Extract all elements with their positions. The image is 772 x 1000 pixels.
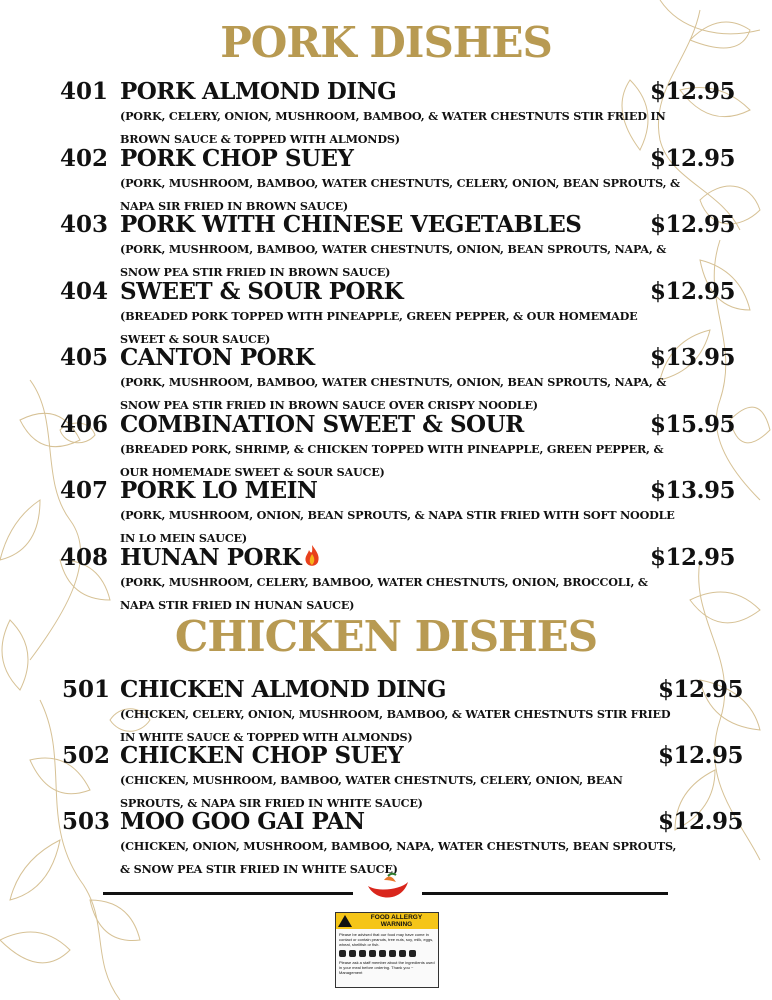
item-description: (PORK, MUSHROOM, BAMBOO, WATER CHESTNUTS, CELERY, ONION, BEAN SPROUTS, & NAPA SIR FRIED IN BROWN SAUCE) bbox=[120, 175, 680, 213]
item-number: 405 bbox=[60, 344, 109, 371]
item-name-text: CHICKEN ALMOND DING bbox=[120, 676, 447, 703]
warning-triangle-icon bbox=[338, 915, 352, 927]
divider-right bbox=[422, 892, 668, 895]
item-name bbox=[120, 676, 446, 703]
item-name-text: PORK LO MEIN bbox=[120, 477, 318, 504]
soy-icon bbox=[359, 950, 366, 957]
item-description: (CHICKEN, MUSHROOM, BAMBOO, WATER CHESTNUTS, CELERY, ONION, BEAN SPROUTS, & NAPA SIR FRIED IN WHITE SAUCE) bbox=[120, 773, 623, 810]
item-price: $12.95 bbox=[650, 543, 736, 571]
item-description: (PORK, MUSHROOM, ONION, BEAN SPROUTS, & NAPA STIR FRIED WITH SOFT NOODLE IN LO MEIN SAUCE) bbox=[120, 508, 675, 545]
item-number: 502 bbox=[62, 742, 111, 769]
spicy-flame-icon bbox=[303, 544, 321, 568]
item-name bbox=[120, 477, 317, 504]
item-name-text: COMBINATION SWEET & SOUR bbox=[120, 410, 524, 438]
item-price: $12.95 bbox=[658, 808, 744, 835]
item-price: $13.95 bbox=[650, 344, 736, 371]
item-number: 403 bbox=[60, 211, 109, 238]
item-description: (PORK, MUSHROOM, BAMBOO, WATER CHESTNUTS, ONION, BEAN SPROUTS, NAPA, & SNOW PEA STIR FRIED IN BROWN SAUCE) bbox=[120, 242, 667, 279]
item-name bbox=[120, 211, 581, 238]
item-number: 402 bbox=[60, 144, 109, 172]
item-price: $13.95 bbox=[650, 477, 736, 504]
item-name-text: SWEET & SOUR PORK bbox=[120, 277, 404, 305]
item-name-text: PORK WITH CHINESE VEGETABLES bbox=[120, 211, 582, 238]
item-name bbox=[120, 411, 524, 438]
milk-icon bbox=[369, 950, 376, 957]
allergy-notice: Please be advised that our food may have come in contact or contain peanuts, tree nuts, soy, milk, eggs, wheat, shellfish or fish. bbox=[339, 932, 434, 947]
item-number: 408 bbox=[60, 543, 109, 571]
item-name bbox=[120, 278, 403, 305]
item-price: $12.95 bbox=[650, 277, 736, 305]
item-name-text: PORK ALMOND DING bbox=[120, 78, 397, 105]
food-allergy-warning bbox=[335, 912, 439, 988]
peanut-icon bbox=[339, 950, 346, 957]
allergy-heading: FOOD ALLERGY WARNING bbox=[370, 914, 423, 928]
item-name-text: CHICKEN CHOP SUEY bbox=[120, 742, 404, 769]
item-price: $12.95 bbox=[650, 78, 736, 105]
item-name-text: PORK CHOP SUEY bbox=[120, 144, 354, 172]
item-name bbox=[120, 145, 353, 172]
item-price: $12.95 bbox=[650, 144, 736, 172]
item-number: 503 bbox=[62, 808, 111, 835]
item-number: 406 bbox=[60, 410, 109, 438]
item-number: 501 bbox=[62, 676, 111, 703]
shellfish-icon bbox=[399, 950, 406, 957]
allergy-note: Please ask a staff member about the ingredients used in your meal before ordering. Thank you ~ Management bbox=[339, 960, 435, 975]
chili-pepper-icon bbox=[362, 872, 412, 906]
item-number: 407 bbox=[60, 477, 109, 504]
item-price: $12.95 bbox=[658, 676, 744, 703]
item-number: 401 bbox=[60, 78, 109, 105]
item-description: (PORK, CELERY, ONION, MUSHROOM, BAMBOO, & WATER CHESTNUTS STIR FRIED IN BROWN SAUCE & TOPPED WITH ALMONDS) bbox=[120, 109, 666, 146]
item-name bbox=[120, 344, 314, 371]
tree-nut-icon bbox=[349, 950, 356, 957]
item-name bbox=[120, 78, 396, 105]
item-description: (BREADED PORK TOPPED WITH PINEAPPLE, GREEN PEPPER, & OUR HOMEMADE SWEET & SOUR SAUCE) bbox=[120, 308, 638, 346]
item-description: (PORK, MUSHROOM, CELERY, BAMBOO, WATER CHESTNUTS, ONION, BROCCOLI, & NAPA STIR FRIED IN HUNAN SAUCE) bbox=[120, 574, 648, 612]
item-number: 404 bbox=[60, 277, 109, 305]
item-description: (CHICKEN, ONION, MUSHROOM, BAMBOO, NAPA, WATER CHESTNUTS, BEAN SPROUTS, & SNOW PEA STIR FRIED IN WHITE SAUCE) bbox=[120, 839, 677, 876]
item-price: $12.95 bbox=[650, 211, 736, 238]
item-price: $12.95 bbox=[658, 742, 744, 769]
fish-icon bbox=[409, 950, 416, 957]
item-description: (CHICKEN, CELERY, ONION, MUSHROOM, BAMBOO, & WATER CHESTNUTS STIR FRIED IN WHITE SAUCE & TOPPED WITH ALMONDS) bbox=[120, 707, 671, 744]
egg-icon bbox=[379, 950, 386, 957]
item-name bbox=[120, 742, 403, 769]
item-name-text: CANTON PORK bbox=[120, 344, 315, 371]
item-name-text: HUNAN PORK bbox=[120, 543, 302, 571]
pork-section-title: PORK DISHES bbox=[220, 18, 552, 67]
item-name bbox=[120, 544, 321, 571]
chicken-section-title: CHICKEN DISHES bbox=[174, 612, 598, 661]
allergen-icons bbox=[336, 950, 438, 957]
item-name bbox=[120, 808, 365, 835]
divider-left bbox=[103, 892, 353, 895]
item-name-text: MOO GOO GAI PAN bbox=[120, 808, 365, 835]
item-description: (BREADED PORK, SHRIMP, & CHICKEN TOPPED WITH PINEAPPLE, GREEN PEPPER, & OUR HOMEMADE SWEET & SOUR SAUCE) bbox=[120, 441, 664, 479]
wheat-icon bbox=[389, 950, 396, 957]
item-price: $15.95 bbox=[650, 410, 736, 438]
item-description: (PORK, MUSHROOM, BAMBOO, WATER CHESTNUTS, ONION, BEAN SPROUTS, NAPA, & SNOW PEA STIR FRIED IN BROWN SAUCE OVER CRISPY NOODLE) bbox=[120, 375, 667, 412]
